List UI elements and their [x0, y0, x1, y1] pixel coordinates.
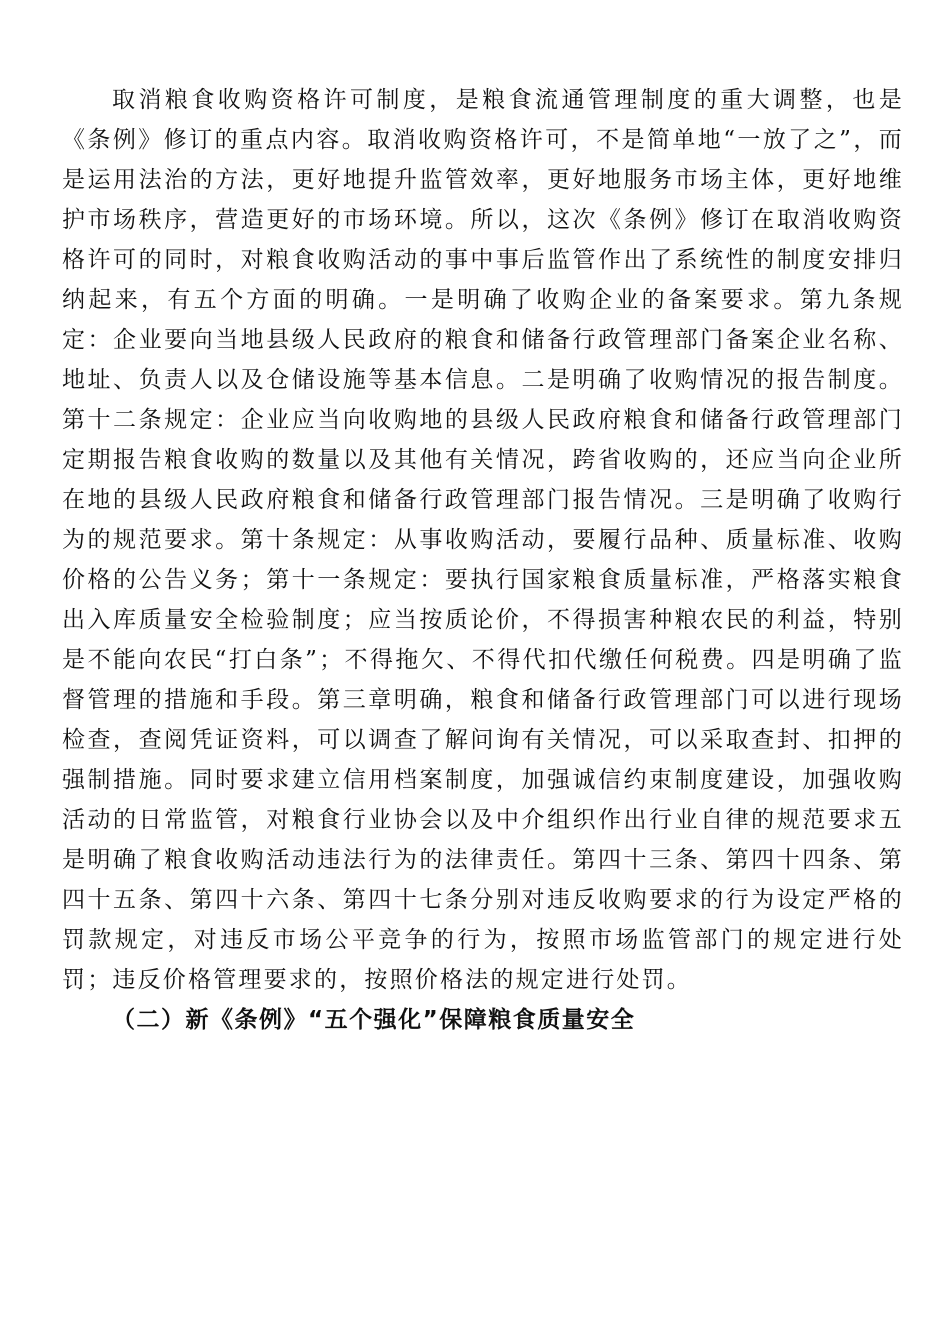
document-body: [62, 80, 904, 1040]
body-paragraph: 取消粮食收购资格许可制度，是粮食流通管理制度的重大调整，也是《条例》修订的重点内容。取消收购资格许可，不是简单地“一放了之”，而是运用法治的方法，更好地提升监管效率，更好地服务市场主体，更好地维护市场秩序，营造更好的市场环境。所以，这次《条例》修订在取消收购资格许可的同时，对粮食收购活动的事中事后监管作出了系统性的制度安排归纳起来，有五个方面的明确。一是明确了收购企业的备案要求。第九条规定：企业要向当地县级人民政府的粮食和储备行政管理部门备案企业名称、地址、负责人以及仓储设施等基本信息。二是明确了收购情况的报告制度。第十二条规定：企业应当向收购地的县级人民政府粮食和储备行政管理部门定期报告粮食收购的数量以及其他有关情况，跨省收购的，还应当向企业所在地的县级人民政府粮食和储备行政管理部门报告情况。三是明确了收购行为的规范要求。第十条规定：从事收购活动，要履行品种、质量标准、收购价格的公告义务；第十一条规定：要执行国家粮食质量标准，严格落实粮食出入库质量安全检验制度；应当按质论价，不得损害种粮农民的利益，特别是不能向农民“打白条”；不得拖欠、不得代扣代缴任何税费。四是明确了监督管理的措施和手段。第三章明确，粮食和储备行政管理部门可以进行现场检查，查阅凭证资料，可以调查了解问询有关情况，可以采取查封、扣押的强制措施。同时要求建立信用档案制度，加强诚信约束制度建设，加强收购活动的日常监管，对粮食行业协会以及中介组织作出行业自律的规范要求五是明确了粮食收购活动违法行为的法律责任。第四十三条、第四十四条、第四十五条、第四十六条、第四十七条分别对违反收购要求的行为设定严格的罚款规定，对违反市场公平竞争的行为，按照市场监管部门的规定进行处罚；违反价格管理要求的，按照价格法的规定进行处罚。: [62, 87, 904, 993]
section-heading: （二）新《条例》“五个强化”保障粮食质量安全: [112, 1007, 636, 1033]
